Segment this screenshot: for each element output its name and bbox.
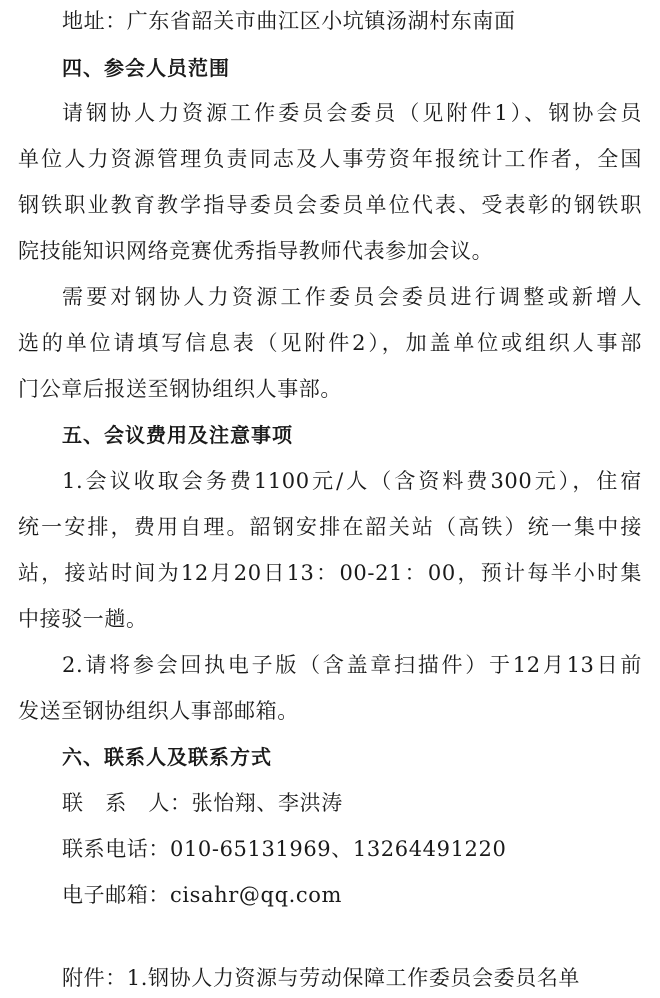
section-4-paragraph-1-line-1: 请钢协人力资源工作委员会委员（见附件1）、钢协会员 — [62, 101, 642, 125]
contact-person: 联 系 人：张怡翔、李洪涛 — [62, 791, 343, 815]
section-5-paragraph-1-line-1: 1.会议收取会务费1100元/人（含资料费300元），住宿 — [62, 469, 642, 493]
section-5-paragraph-2-line-2: 发送至钢协组织人事部邮箱。 — [18, 699, 299, 723]
section-6-heading: 六、联系人及联系方式 — [62, 745, 272, 769]
section-5-paragraph-2-line-1: 2.请将参会回执电子版（含盖章扫描件）于12月13日前 — [62, 653, 642, 677]
section-4-paragraph-1-line-4: 院技能知识网络竞赛优秀指导教师代表参加会议。 — [18, 239, 494, 263]
address-line: 地址：广东省韶关市曲江区小坑镇汤湖村东南面 — [62, 9, 516, 33]
section-4-paragraph-1-line-3: 钢铁职业教育教学指导委员会委员单位代表、受表彰的钢铁职 — [18, 193, 642, 217]
contact-phone: 联系电话：010-65131969、13264491220 — [62, 837, 507, 861]
attachment-line: 附件：1.钢协人力资源与劳动保障工作委员会委员名单 — [62, 966, 581, 990]
contact-email: 电子邮箱：cisahr@qq.com — [62, 883, 343, 907]
section-4-paragraph-2-line-3: 门公章后报送至钢协组织人事部。 — [18, 377, 342, 401]
section-5-heading: 五、会议费用及注意事项 — [62, 423, 293, 447]
section-4-paragraph-2-line-2: 选的单位请填写信息表（见附件2），加盖单位或组织人事部 — [18, 331, 642, 355]
section-4-paragraph-1-line-2: 单位人力资源管理负责同志及人事劳资年报统计工作者，全国 — [18, 147, 642, 171]
section-4-heading: 四、参会人员范围 — [62, 56, 230, 80]
section-5-paragraph-1-line-4: 中接驳一趟。 — [18, 607, 148, 631]
section-5-paragraph-1-line-3: 站，接站时间为12月20日13：00-21：00，预计每半小时集 — [18, 561, 642, 585]
section-5-paragraph-1-line-2: 统一安排，费用自理。韶钢安排在韶关站（高铁）统一集中接 — [18, 515, 642, 539]
section-4-paragraph-2-line-1: 需要对钢协人力资源工作委员会委员进行调整或新增人 — [62, 285, 642, 309]
